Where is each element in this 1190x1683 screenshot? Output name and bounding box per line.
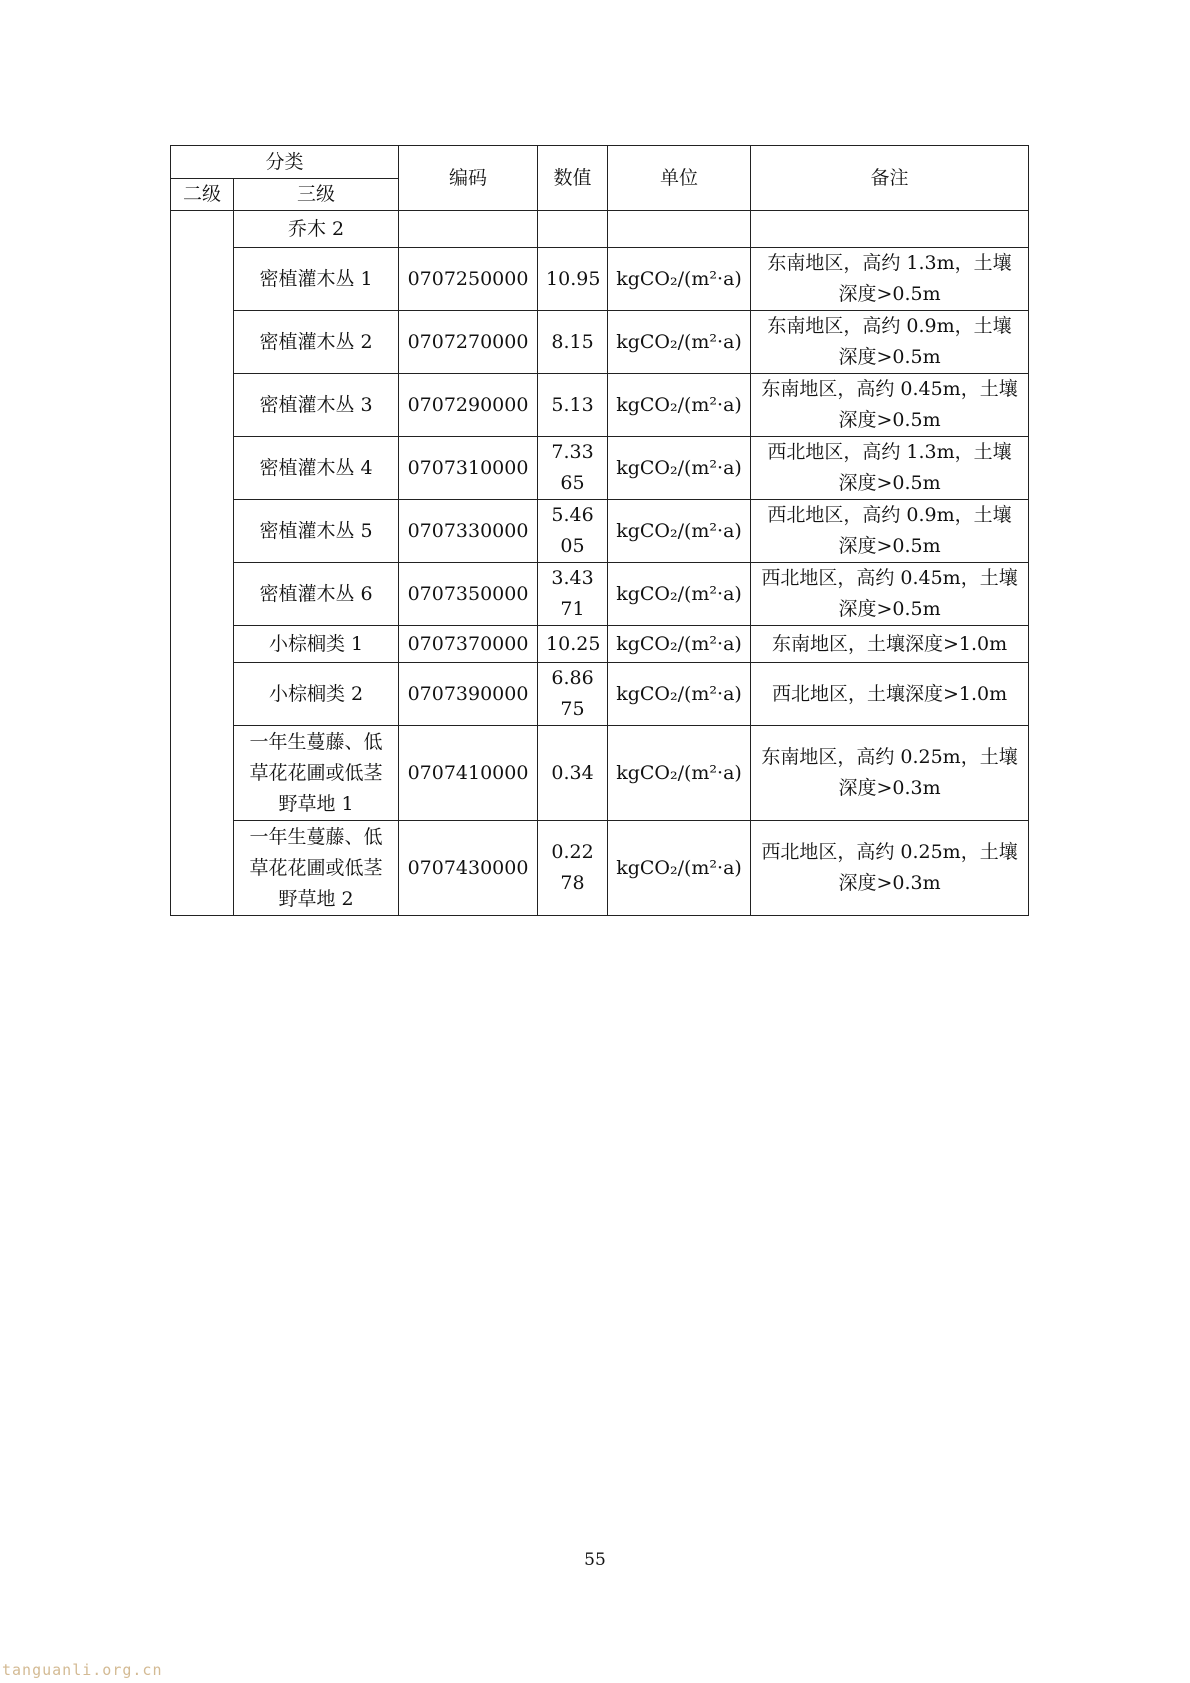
row-name: 密植灌木丛 4 xyxy=(234,437,399,500)
emission-factor-table xyxy=(170,145,1029,916)
row-code: 0707270000 xyxy=(399,311,538,374)
row-name: 密植灌木丛 3 xyxy=(234,374,399,437)
table-row xyxy=(171,626,1029,663)
row-value: 7.3365 xyxy=(538,437,608,500)
page-number: 55 xyxy=(584,1550,606,1570)
header-value: 数值 xyxy=(538,146,608,211)
row-value: 0.34 xyxy=(538,726,608,821)
row-note xyxy=(751,211,1029,248)
row-value: 3.4371 xyxy=(538,563,608,626)
row-value: 10.95 xyxy=(538,248,608,311)
row-unit: kgCO₂/(m²·a) xyxy=(608,663,751,726)
table-row xyxy=(171,663,1029,726)
row-code: 0707410000 xyxy=(399,726,538,821)
table-row xyxy=(171,311,1029,374)
row-name: 密植灌木丛 6 xyxy=(234,563,399,626)
header-row-1 xyxy=(171,146,1029,179)
row-code: 0707310000 xyxy=(399,437,538,500)
row-unit: kgCO₂/(m²·a) xyxy=(608,626,751,663)
table-row xyxy=(171,437,1029,500)
watermark: tanguanli.org.cn xyxy=(2,1661,163,1679)
row-note: 西北地区，高约 0.45m，土壤深度>0.5m xyxy=(751,563,1029,626)
row-note: 东南地区，高约 1.3m，土壤深度>0.5m xyxy=(751,248,1029,311)
row-value: 5.13 xyxy=(538,374,608,437)
row-code: 0707370000 xyxy=(399,626,538,663)
row-note: 东南地区，高约 0.9m，土壤深度>0.5m xyxy=(751,311,1029,374)
row-value: 10.25 xyxy=(538,626,608,663)
row-unit: kgCO₂/(m²·a) xyxy=(608,563,751,626)
row-value: 0.2278 xyxy=(538,821,608,916)
row-name: 密植灌木丛 1 xyxy=(234,248,399,311)
table-row xyxy=(171,821,1029,916)
level2-cell xyxy=(171,211,234,916)
header-level3: 三级 xyxy=(234,179,399,211)
header-code: 编码 xyxy=(399,146,538,211)
row-note: 东南地区，高约 0.25m，土壤深度>0.3m xyxy=(751,726,1029,821)
table-row xyxy=(171,726,1029,821)
row-code: 0707350000 xyxy=(399,563,538,626)
table-row xyxy=(171,500,1029,563)
table-row xyxy=(171,211,1029,248)
row-unit: kgCO₂/(m²·a) xyxy=(608,374,751,437)
row-unit: kgCO₂/(m²·a) xyxy=(608,500,751,563)
row-name: 一年生蔓藤、低草花花圃或低茎野草地 1 xyxy=(234,726,399,821)
row-code xyxy=(399,211,538,248)
row-name: 一年生蔓藤、低草花花圃或低茎野草地 2 xyxy=(234,821,399,916)
row-code: 0707430000 xyxy=(399,821,538,916)
row-unit: kgCO₂/(m²·a) xyxy=(608,821,751,916)
row-note: 西北地区，高约 1.3m，土壤深度>0.5m xyxy=(751,437,1029,500)
row-unit: kgCO₂/(m²·a) xyxy=(608,248,751,311)
row-value: 6.8675 xyxy=(538,663,608,726)
row-note: 东南地区，土壤深度>1.0m xyxy=(751,626,1029,663)
table-row xyxy=(171,374,1029,437)
row-code: 0707290000 xyxy=(399,374,538,437)
row-note: 西北地区，高约 0.9m，土壤深度>0.5m xyxy=(751,500,1029,563)
row-unit: kgCO₂/(m²·a) xyxy=(608,311,751,374)
row-name: 密植灌木丛 2 xyxy=(234,311,399,374)
row-unit xyxy=(608,211,751,248)
table-row xyxy=(171,563,1029,626)
row-name: 密植灌木丛 5 xyxy=(234,500,399,563)
row-note: 西北地区，高约 0.25m，土壤深度>0.3m xyxy=(751,821,1029,916)
header-category: 分类 xyxy=(171,146,399,179)
row-unit: kgCO₂/(m²·a) xyxy=(608,437,751,500)
row-value xyxy=(538,211,608,248)
row-code: 0707330000 xyxy=(399,500,538,563)
row-note: 东南地区，高约 0.45m，土壤深度>0.5m xyxy=(751,374,1029,437)
row-value: 5.4605 xyxy=(538,500,608,563)
row-value: 8.15 xyxy=(538,311,608,374)
header-unit: 单位 xyxy=(608,146,751,211)
row-code: 0707390000 xyxy=(399,663,538,726)
table-row xyxy=(171,248,1029,311)
row-name: 小棕榈类 1 xyxy=(234,626,399,663)
row-name: 乔木 2 xyxy=(234,211,399,248)
row-name: 小棕榈类 2 xyxy=(234,663,399,726)
header-level2: 二级 xyxy=(171,179,234,211)
row-note: 西北地区，土壤深度>1.0m xyxy=(751,663,1029,726)
header-note: 备注 xyxy=(751,146,1029,211)
row-code: 0707250000 xyxy=(399,248,538,311)
row-unit: kgCO₂/(m²·a) xyxy=(608,726,751,821)
